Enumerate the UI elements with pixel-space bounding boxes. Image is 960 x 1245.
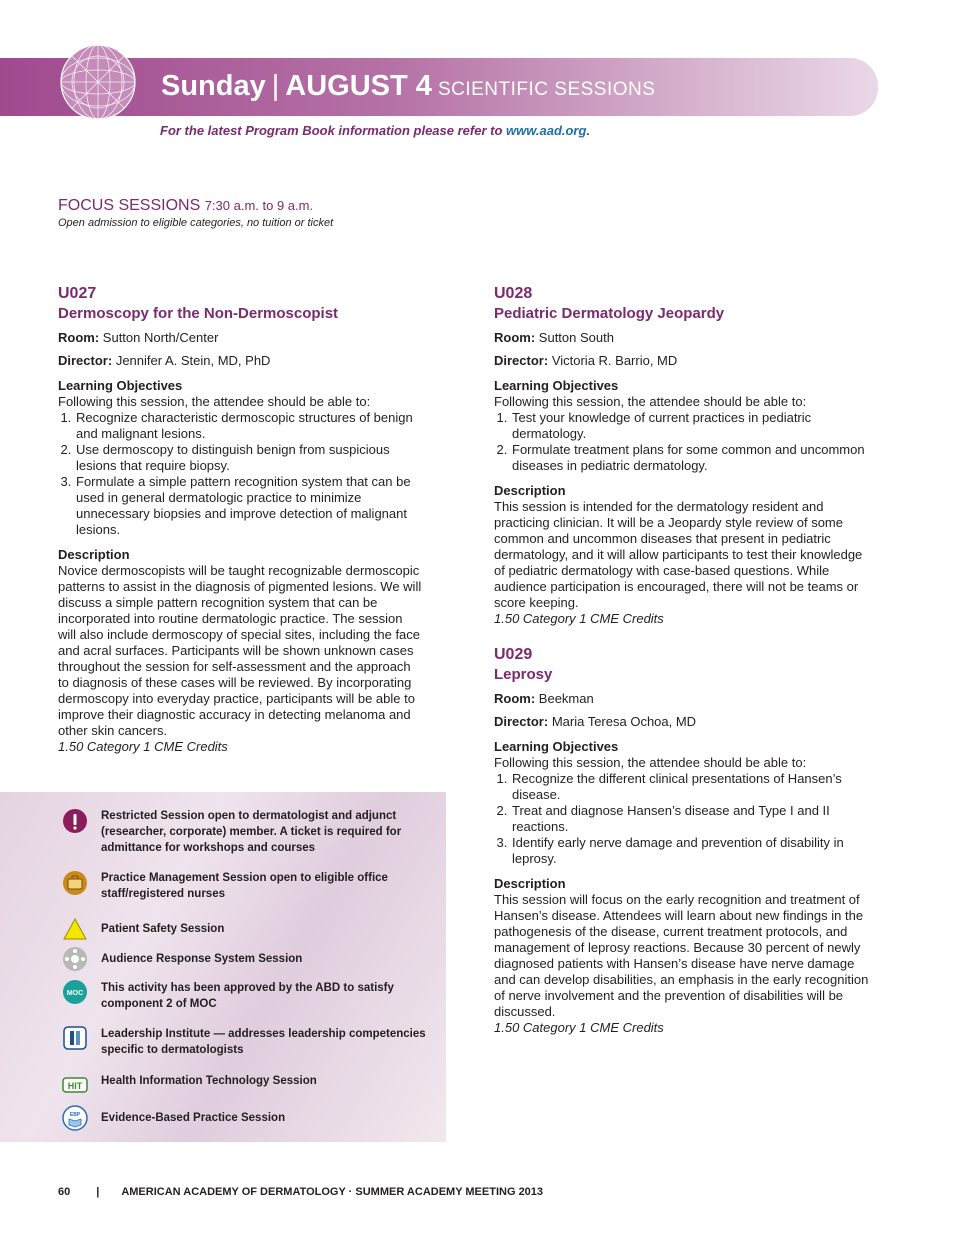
objective-item: 3. Identify early nerve damage and prevention of disability in leprosy. <box>511 835 872 867</box>
focus-time: 7:30 a.m. to 9 a.m. <box>204 198 314 213</box>
session-director: Director: Maria Teresa Ochoa, MD <box>494 714 697 729</box>
practice-management-icon <box>62 870 88 896</box>
legend-item <box>62 946 431 972</box>
left-column <box>58 284 424 755</box>
legend-item <box>62 870 431 902</box>
objectives-list <box>58 410 424 538</box>
objectives-heading: Learning Objectives <box>494 739 619 754</box>
legend-text: Leadership Institute — addresses leadership competencies specific to dermatologists <box>101 1028 426 1056</box>
legend-box <box>0 792 446 1142</box>
audience-response-icon <box>62 946 88 972</box>
cme-credits: 1.50 Category 1 CME Credits <box>494 1020 664 1035</box>
header-section: SCIENTIFIC SESSIONS <box>437 79 656 100</box>
header-date: AUGUST 4 <box>285 70 432 102</box>
session-code: U029 <box>494 646 533 663</box>
legend-item <box>62 916 431 942</box>
session-u027 <box>58 284 424 755</box>
leadership-icon <box>62 1025 88 1051</box>
session-code: U027 <box>58 285 97 302</box>
legend-text: This activity has been approved by the ABD to satisfy component 2 of MOC <box>101 982 394 1010</box>
objectives-heading: Learning Objectives <box>494 378 619 393</box>
ticket-icon <box>62 808 88 834</box>
legend-item <box>62 1025 431 1058</box>
description-heading: Description <box>494 483 566 498</box>
session-room: Room: Sutton North/Center <box>58 330 219 345</box>
session-code: U028 <box>494 285 533 302</box>
objective-item: 2. Formulate treatment plans for some common and uncommon diseases in pediatric dermatology. <box>511 442 872 474</box>
moc-label: MOC <box>66 990 84 997</box>
evidence-based-icon <box>62 1105 88 1131</box>
program-note: For the latest Program Book information please refer to www.aad.org. <box>160 123 591 138</box>
right-column <box>494 284 872 1036</box>
session-u029 <box>494 645 872 1036</box>
legend-item <box>62 979 431 1012</box>
objectives-intro: Following this session, the attendee should be able to: <box>494 394 807 409</box>
moc-icon <box>62 979 88 1005</box>
hit-label: HIT <box>67 1081 83 1091</box>
legend-text: Audience Response System Session <box>101 953 303 965</box>
session-director: Director: Jennifer A. Stein, MD, PhD <box>58 353 271 368</box>
legend-item <box>62 1072 431 1098</box>
patient-safety-icon <box>62 916 88 942</box>
objectives-intro: Following this session, the attendee should be able to: <box>494 755 807 770</box>
session-u028 <box>494 284 872 627</box>
focus-title: FOCUS SESSIONS <box>58 197 201 214</box>
footer-text: AMERICAN ACADEMY OF DERMATOLOGY · SUMMER ACADEMY MEETING 2013 <box>121 1186 544 1198</box>
description-text: Novice dermoscopists will be taught recognizable dermoscopic patterns to assist in the diagnosis of pigmented lesions. We will discuss a simple pattern recognition system that can be incorporated into routine dermatologic practice. The session will also include dermoscopy of special sites, including the face and acral surfaces. Participants will be shown unknown cases throughout the session for self-assessment and the approach to diagnosis of these cases will be reviewed. By incorporating dermoscopy into everyday practice, participants will be able to improve their diagnostic accuracy in detecting melanoma and other skin cancers. <box>58 563 422 738</box>
description-heading: Description <box>494 876 566 891</box>
session-title: Leprosy <box>494 666 553 683</box>
cme-credits: 1.50 Category 1 CME Credits <box>58 739 228 754</box>
focus-sessions-heading <box>58 197 333 229</box>
objective-item: 1. Test your knowledge of current practices in pediatric dermatology. <box>511 410 872 442</box>
globe-logo-icon <box>58 42 138 122</box>
session-title: Pediatric Dermatology Jeopardy <box>494 305 725 322</box>
header-day: Sunday <box>161 70 266 102</box>
objectives-heading: Learning Objectives <box>58 378 183 393</box>
legend-text: Restricted Session open to dermatologist and adjunct (researcher, corporate) member. A ticket is required for admittance for workshops and courses <box>101 810 402 854</box>
aad-link[interactable]: www.aad.org <box>506 123 587 138</box>
page-footer <box>58 1186 543 1198</box>
footer-separator: | <box>96 1186 100 1198</box>
session-director: Director: Victoria R. Barrio, MD <box>494 353 678 368</box>
header-separator: | <box>271 70 280 102</box>
objective-item: 3. Formulate a simple pattern recognition system that can be used in general dermatologic practice to minimize unnecessary biopsies and improve detection of malignant lesions. <box>75 474 424 538</box>
focus-subtitle: Open admission to eligible categories, no tuition or ticket <box>58 217 334 229</box>
legend-text: Patient Safety Session <box>101 923 225 935</box>
page-number: 60 <box>58 1186 71 1198</box>
objective-item: 2. Treat and diagnose Hansen’s disease and Type I and II reactions. <box>511 803 872 835</box>
session-room: Room: Sutton South <box>494 330 614 345</box>
legend-text: Health Information Technology Session <box>101 1075 317 1087</box>
description-text: This session will focus on the early recognition and treatment of Hansen’s disease. Attendees will learn about new findings in the pathogenesis of the disease, current treatment protocols, and management of leprosy reactions. Because 30 percent of newly diagnosed patients with Hansen’s disease have nerve damage and can develop disabilities, an emphasis in the early recognition of nerve involvement and the prevention of disabilities will be discussed. <box>494 892 869 1019</box>
objective-item: 1. Recognize characteristic dermoscopic structures of benign and malignant lesions. <box>75 410 424 442</box>
description-heading: Description <box>58 547 130 562</box>
header-title <box>161 70 655 103</box>
session-room: Room: Beekman <box>494 691 594 706</box>
hit-icon <box>62 1072 88 1098</box>
description-text: This session is intended for the dermatology resident and practicing clinician. It will be a Jeopardy style review of some common and uncommon diseases that present in pediatric dermatology, and it will allow participants to test their knowledge of pediatric dermatology with case-based questions. While audience participation is encouraged, there will not be teams or score keeping. <box>494 499 863 610</box>
objective-item: 1. Recognize the different clinical presentations of Hansen’s disease. <box>511 771 872 803</box>
ebp-label: EBP <box>69 1112 81 1118</box>
objective-item: 2. Use dermoscopy to distinguish benign from suspicious lesions that require biopsy. <box>75 442 424 474</box>
objectives-list <box>494 410 872 474</box>
legend-item <box>62 808 431 856</box>
legend-text: Practice Management Session open to eligible office staff/registered nurses <box>101 872 388 900</box>
session-title: Dermoscopy for the Non-Dermoscopist <box>58 305 339 322</box>
objectives-list <box>494 771 872 867</box>
legend-text: Evidence-Based Practice Session <box>101 1112 286 1124</box>
legend-item <box>62 1105 431 1131</box>
cme-credits: 1.50 Category 1 CME Credits <box>494 611 664 626</box>
objectives-intro: Following this session, the attendee should be able to: <box>58 394 371 409</box>
